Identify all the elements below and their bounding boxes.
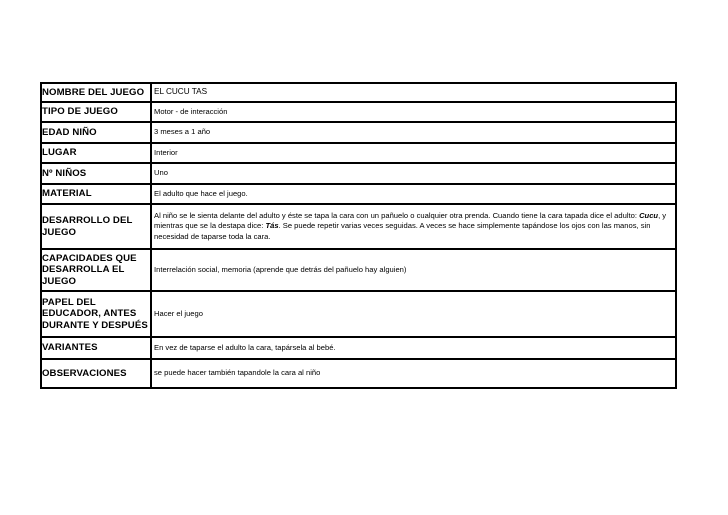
row-value bbox=[152, 292, 675, 336]
value-text: se puede hacer también tapandole la cara al niño bbox=[154, 368, 321, 378]
value-text: Motor - de interacción bbox=[154, 106, 228, 116]
row-value bbox=[152, 103, 675, 121]
row-label: CAPACIDADES QUE DESARROLLA EL JUEGO bbox=[42, 250, 152, 290]
row-observaciones bbox=[42, 360, 675, 387]
value-text bbox=[154, 211, 671, 242]
row-value bbox=[152, 205, 675, 248]
row-lugar bbox=[42, 144, 675, 164]
row-label: DESARROLLO DEL JUEGO bbox=[42, 205, 152, 248]
value-text: Interrelación social, memoria (aprende que detrás del pañuelo hay alguien) bbox=[154, 264, 407, 274]
value-text-emphasis: Tás bbox=[265, 221, 279, 231]
game-sheet-table bbox=[40, 82, 677, 389]
row-papel-del-educador bbox=[42, 292, 675, 338]
value-text-part: . Se puede repetir varias veces seguidas. A veces se hace simplemente tapándose los ojos con las manos, sin necesidad de taparse toda la cara. bbox=[154, 221, 651, 241]
row-variantes bbox=[42, 338, 675, 360]
value-text-part: Al niño se le sienta delante del adulto y éste se tapa la cara con un pañuelo o cualquier otra prenda. Cuando tiene la cara tapada dice el adulto: bbox=[154, 211, 640, 221]
value-text-part: , y mientras que se la destapa dice: bbox=[154, 211, 667, 231]
value-text: Hacer el juego bbox=[154, 308, 203, 318]
row-label: LUGAR bbox=[42, 144, 152, 162]
row-tipo-de-juego bbox=[42, 103, 675, 123]
row-label: Nº NIÑOS bbox=[42, 164, 152, 183]
row-value bbox=[152, 250, 675, 290]
row-label: OBSERVACIONES bbox=[42, 360, 152, 387]
row-label: VARIANTES bbox=[42, 338, 152, 358]
row-label: EDAD NIÑO bbox=[42, 123, 152, 142]
value-text: En vez de taparse el adulto la cara, tapársela al bebé. bbox=[154, 342, 336, 352]
row-label: MATERIAL bbox=[42, 185, 152, 203]
row-value bbox=[152, 185, 675, 203]
row-value bbox=[152, 338, 675, 358]
row-value bbox=[152, 164, 675, 183]
row-nombre-del-juego bbox=[42, 84, 675, 103]
value-text: Uno bbox=[154, 168, 168, 178]
value-text: EL CUCU TAS bbox=[154, 87, 208, 97]
row-value bbox=[152, 144, 675, 162]
value-text: Interior bbox=[154, 147, 178, 157]
row-label: TIPO DE JUEGO bbox=[42, 103, 152, 121]
row-numero-ninos bbox=[42, 164, 675, 185]
row-value bbox=[152, 123, 675, 142]
row-label: NOMBRE DEL JUEGO bbox=[42, 84, 152, 101]
row-label: PAPEL DEL EDUCADOR, ANTES DURANTE Y DESPUÉS bbox=[42, 292, 152, 336]
row-value bbox=[152, 360, 675, 387]
value-text: 3 meses a 1 año bbox=[154, 127, 211, 137]
value-text: El adulto que hace el juego. bbox=[154, 188, 248, 198]
row-value bbox=[152, 84, 675, 101]
row-edad-nino bbox=[42, 123, 675, 144]
row-material bbox=[42, 185, 675, 205]
row-desarrollo-del-juego bbox=[42, 205, 675, 250]
row-capacidades bbox=[42, 250, 675, 292]
value-text-emphasis: Cucu bbox=[639, 211, 659, 221]
